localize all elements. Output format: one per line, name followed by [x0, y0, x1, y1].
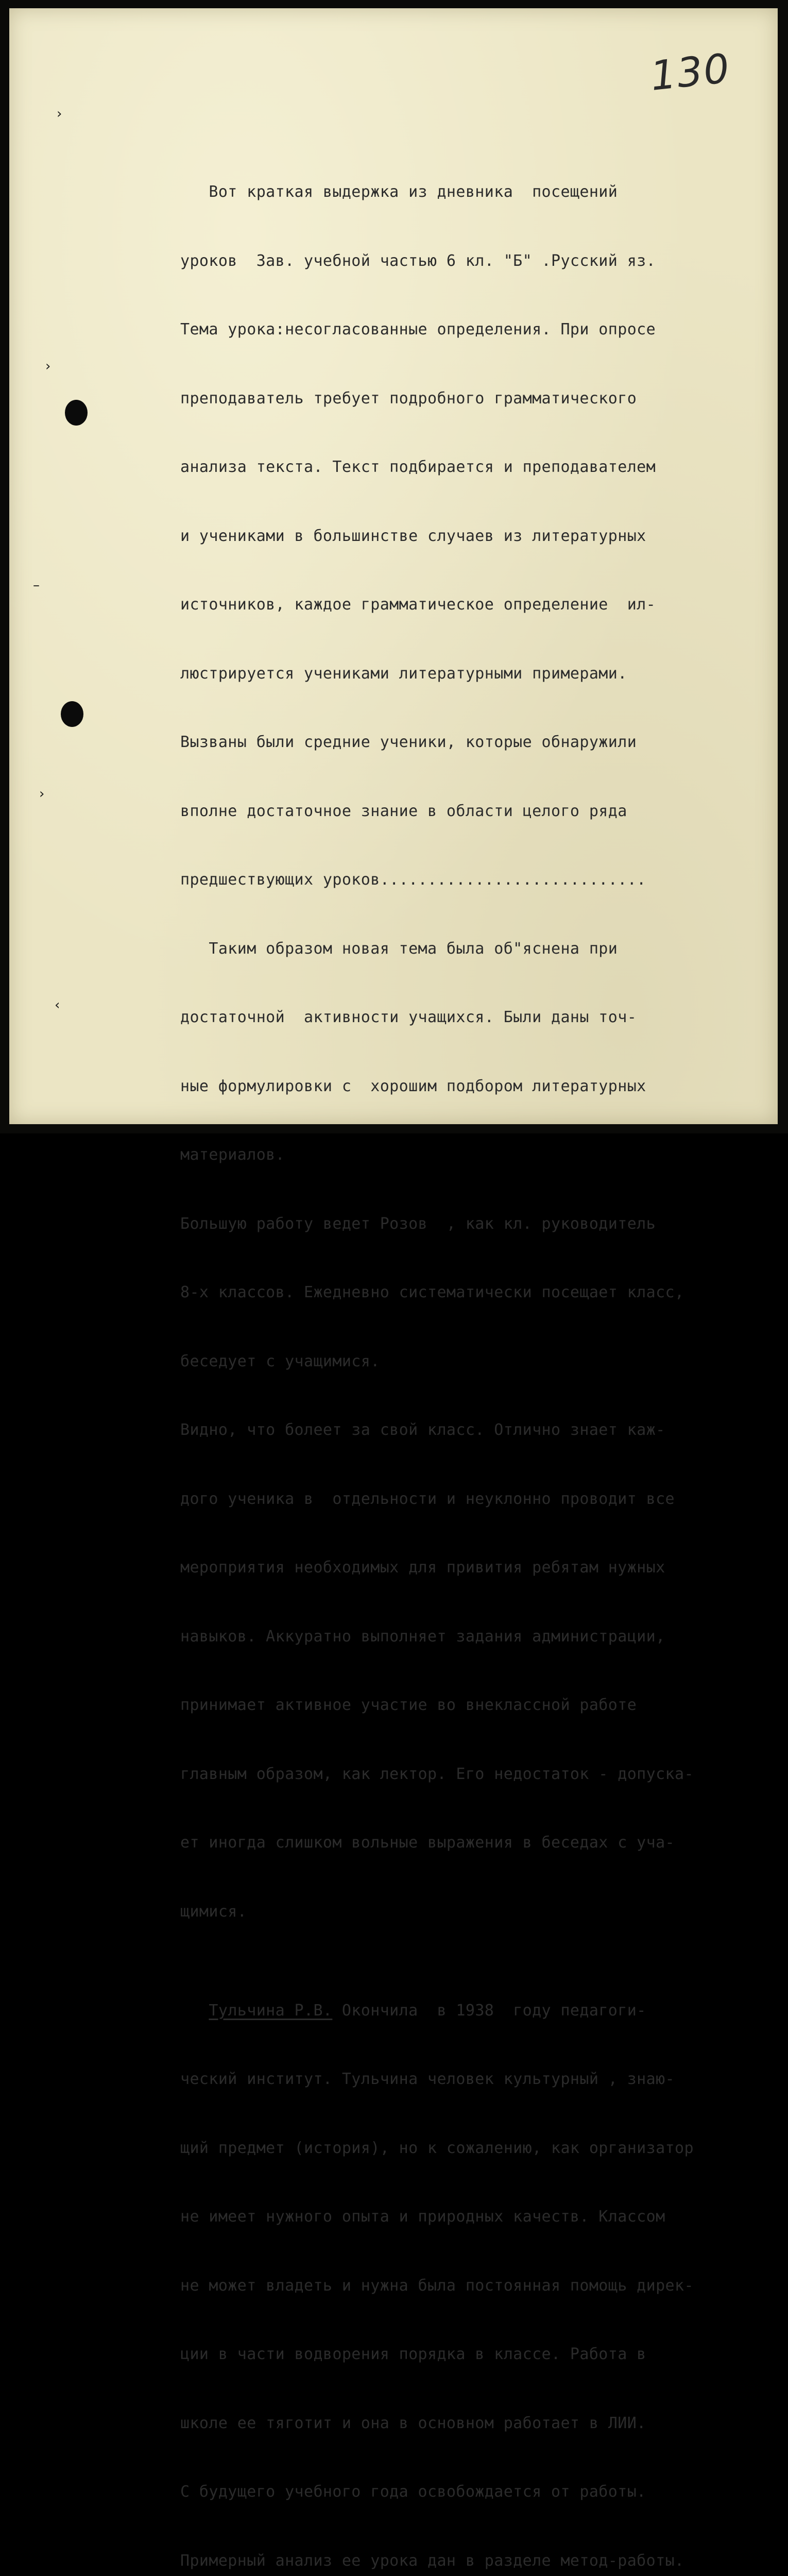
- text-line: Примерный анализ ее урока дан в разделе метод-работы.: [180, 2551, 684, 2570]
- text-line: Видно, что болеет за свой класс. Отлично знает каж-: [180, 1421, 665, 1439]
- tulchina-first-line: [180, 1999, 757, 2023]
- binding-mark-icon: –: [33, 578, 40, 593]
- text-line: ческий институт. Тульчина человек культурный , знаю-: [180, 2070, 675, 2088]
- binding-mark-icon: ›: [57, 106, 62, 122]
- text-line: преподаватель требует подробного грамматического: [180, 389, 637, 408]
- tulchina-name: Тульчина Р.В.: [209, 2001, 333, 2020]
- text-line: вполне достаточное знание в области целого ряда: [180, 802, 627, 820]
- text-line: С будущего учебного года освобождается от работы.: [180, 2483, 646, 2501]
- binding-mark-icon: ‹: [55, 997, 60, 1013]
- text-line: источников, каждое грамматическое определение ил-: [180, 596, 656, 614]
- text-line: беседует с учащимися.: [180, 1352, 380, 1370]
- text-line: предшествующих уроков............................: [180, 871, 646, 889]
- text-line: достаточной активности учащихся. Были даны точ-: [180, 1008, 637, 1026]
- text-line: ные формулировки с хорошим подбором литературных: [180, 1077, 646, 1095]
- text-line: Вот краткая выдержка из дневника посещений: [180, 183, 618, 201]
- text-line: не может владеть и нужна была постоянная помощь дирек-: [180, 2276, 694, 2295]
- binding-mark-icon: ›: [39, 786, 45, 802]
- text-line: 8-х классов. Ежедневно систематически посещает класс,: [180, 1283, 684, 1301]
- text-line: материалов.: [180, 1146, 285, 1164]
- handwritten-page-number: 130: [648, 45, 733, 100]
- text-line: Таким образом новая тема была об"яснена при: [180, 939, 618, 958]
- punch-hole: [61, 701, 83, 727]
- text-line: анализа текста. Текст подбирается и преподавателем: [180, 458, 656, 476]
- text-line: главным образом, как лектор. Его недостаток - допуска-: [180, 1765, 694, 1783]
- text-line: навыков. Аккуратно выполняет задания администрации,: [180, 1627, 665, 1646]
- text-line: не имеет нужного опыта и природных качеств. Классом: [180, 2208, 665, 2226]
- text-line: щимися.: [180, 1902, 247, 1921]
- text-line: ции в части водворения порядка в классе. Работа в: [180, 2345, 646, 2363]
- typed-body-text: [180, 135, 757, 2576]
- punch-hole: [65, 400, 88, 426]
- binding-mark-icon: ›: [45, 359, 51, 374]
- tulchina-first-line-rest: Окончила в 1938 году педагоги-: [332, 2001, 646, 2020]
- text-line: и учениками в большинстве случаев из литературных: [180, 527, 646, 545]
- text-line: ет иногда слишком вольные выражения в беседах с уча-: [180, 1834, 675, 1852]
- text-line: уроков Зав. учебной частью 6 кл. "Б" .Русский яз.: [180, 251, 656, 270]
- text-line: Тема урока:несогласованные определения. При опросе: [180, 320, 656, 338]
- text-line: Большую работу ведет Розов , как кл. руководитель: [180, 1214, 656, 1233]
- text-line: щий предмет (история), но к сожалению, как организатор: [180, 2139, 694, 2157]
- text-line: люстрируется учениками литературными примерами.: [180, 664, 627, 683]
- text-line: принимает активное участие во внеклассной работе: [180, 1696, 637, 1714]
- text-line: Вызваны были средние ученики, которые обнаружили: [180, 733, 637, 751]
- text-line: дого ученика в отдельности и неуклонно проводит все: [180, 1489, 675, 1508]
- text-line: мероприятия необходимых для привития ребятам нужных: [180, 1558, 665, 1577]
- text-line: школе ее тяготит и она в основном работает в ЛИИ.: [180, 2414, 646, 2432]
